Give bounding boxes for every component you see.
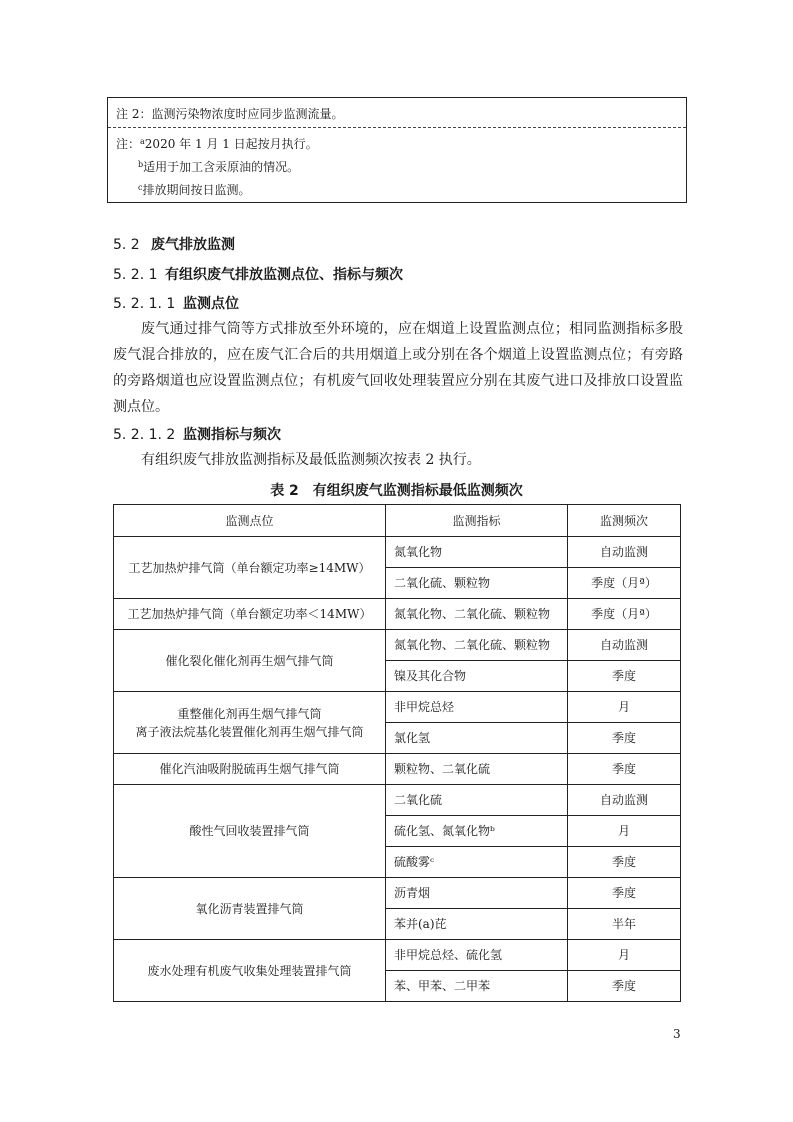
table-cell-indicator: 氯化氢 (394, 731, 431, 745)
heading-5-2-1-1 (113, 293, 239, 313)
table-cell-indicator: 硫化氢、氮氧化物ᵇ (394, 824, 495, 838)
table-cell-point: 酸性气回收装置排气筒 (189, 824, 310, 838)
table-cell-point: 催化汽油吸附脱硫再生烟气排气筒 (159, 762, 340, 776)
table-cell-frequency: 季度 (611, 855, 636, 869)
paragraph-table-reference (113, 447, 683, 473)
table-cell-frequency: 季度 (611, 979, 636, 993)
table-cell-indicator: 非甲烷总烃 (394, 700, 455, 714)
table-cell-indicator: 颗粒物、二氧化硫 (394, 762, 491, 776)
heading-title: 有组织废气排放监测点位、指标与频次 (165, 267, 403, 283)
note-row-1 (108, 98, 686, 128)
note-b-mark: b (138, 160, 144, 169)
table-cell-indicator: 硫酸雾ᶜ (394, 855, 435, 869)
heading-title: 废气排放监测 (151, 237, 235, 253)
header-point: 监测点位 (225, 513, 274, 528)
note-c-mark: c (138, 183, 143, 192)
table-cell-frequency: 自动监测 (599, 638, 648, 652)
table-cell-point: 离子液法烷基化装置催化剂再生烟气排气筒 (135, 724, 364, 739)
table-cell-point: 工艺加热炉排气筒（单台额定功率＜14MW） (127, 607, 372, 621)
note-b-text: 适用于加工含汞原油的情况。 (143, 160, 300, 174)
table-cell-frequency: 半年 (611, 917, 636, 931)
table-cell-point: 催化裂化催化剂再生烟气排气筒 (165, 653, 334, 668)
table-cell-point: 重整催化剂再生烟气排气筒 (177, 706, 322, 721)
table-cell-indicator: 二氧化硫 (394, 793, 443, 807)
paragraph-monitoring-points (113, 316, 683, 420)
heading-5-2-1 (113, 264, 403, 284)
table-cell-indicator: 氮氧化物、二氧化硫、颗粒物 (394, 638, 551, 652)
table-cell-frequency: 季度 (611, 669, 636, 683)
note-prefix: 注： (116, 137, 141, 151)
heading-number: 5. 2. 1 (113, 267, 158, 283)
table-cell-indicator: 氮氧化物、二氧化硫、颗粒物 (394, 607, 551, 621)
table-cell-frequency: 月 (617, 948, 630, 962)
paragraph-text: 废气通过排气筒等方式排放至外环境的，应在烟道上设置监测点位；相同监测指标多股废气混合排放的，应在废气汇合后的共用烟道上或分别在各个烟道上设置监测点位；有旁路的旁路烟道也应设置监测点位；有机废气回收处理装置应分别在其废气进口及排放口设置监测点位。 (113, 321, 683, 415)
table-cell-frequency: 季度 (611, 762, 636, 776)
table-cell-frequency: 月 (617, 700, 630, 714)
heading-5-2 (113, 234, 235, 254)
note-2-text: 注 2：监测污染物浓度时应同步监测流量。 (116, 107, 344, 121)
table-caption: 表 2 有组织废气监测指标最低监测频次 (270, 483, 523, 499)
header-frequency: 监测频次 (599, 513, 648, 528)
table-cell-frequency: 自动监测 (599, 793, 648, 807)
heading-number: 5. 2. 1. 1 (113, 296, 176, 312)
header-indicator: 监测指标 (452, 513, 501, 528)
table-cell-frequency: 自动监测 (599, 545, 648, 559)
table-cell-point-multi (114, 692, 385, 753)
note-c (138, 182, 251, 198)
table-cell-frequency: 季度（月ª） (591, 576, 657, 590)
table-cell-point: 氧化沥青装置排气筒 (195, 901, 304, 916)
heading-number: 5. 2. 1. 2 (113, 427, 176, 443)
table-cell-indicator: 镍及其化合物 (394, 669, 467, 683)
note-a-text: 2020 年 1 月 1 日起按月执行。 (144, 137, 318, 151)
heading-title: 监测点位 (183, 296, 239, 312)
table-cell-indicator: 氮氧化物 (394, 545, 443, 559)
table-cell-indicator: 非甲烷总烃、硫化氢 (394, 948, 503, 962)
note-a (116, 136, 318, 152)
table-cell-frequency: 季度 (611, 731, 636, 745)
table-cell-frequency: 月 (617, 824, 630, 838)
heading-5-2-1-2 (113, 424, 281, 444)
heading-title: 监测指标与频次 (183, 427, 281, 443)
table-cell-frequency: 季度 (611, 886, 636, 900)
heading-number: 5. 2 (113, 237, 140, 253)
monitoring-table (113, 504, 681, 1002)
table-cell-indicator: 苯并(a)芘 (394, 917, 447, 931)
page-number: 3 (673, 1027, 681, 1041)
paragraph-text: 有组织废气排放监测指标及最低监测频次按表 2 执行。 (141, 452, 481, 468)
note-a-mark: a (140, 137, 145, 146)
table-cell-indicator: 沥青烟 (394, 886, 431, 900)
note-b (138, 159, 299, 175)
table-cell-point: 废水处理有机废气收集处理装置排气筒 (147, 963, 352, 978)
note-c-text: 排放期间按日监测。 (142, 183, 251, 197)
table-cell-indicator: 苯、甲苯、二甲苯 (394, 979, 491, 993)
table-cell-point: 工艺加热炉排气筒（单台额定功率≥14MW） (128, 560, 371, 575)
table-cell-indicator: 二氧化硫、颗粒物 (394, 576, 491, 590)
table-cell-frequency: 季度（月ª） (591, 607, 657, 621)
note-box (107, 97, 687, 203)
